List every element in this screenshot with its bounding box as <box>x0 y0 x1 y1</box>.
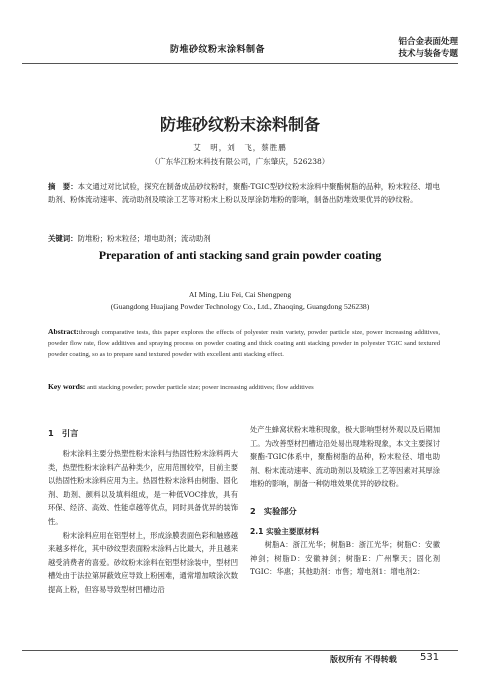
footer-divider <box>22 650 458 651</box>
keywords-en <box>48 382 440 391</box>
abstract-en <box>48 326 440 361</box>
en-keywords-label: Key words: <box>48 382 86 391</box>
en-abstract-text: through comparative tests, this paper explores the effects of polyester resin variety, powder particle size, power increasing additives, powder flow rate, flow additives and spraying process on powder coating and thick coating anti stacking powder in polyester TGIC sand textured powder coating, so as to prepare sand textured powder with excellent anti stacking effect. <box>48 329 440 359</box>
copyright-notice: 版权所有 不得转载 <box>330 655 397 664</box>
section-2-heading: 2 实验部分 <box>250 505 297 516</box>
keywords-label: 关键词： <box>48 234 78 243</box>
english-title: Preparation of anti stacking sand grain powder coating <box>98 248 382 262</box>
left-column <box>48 447 238 597</box>
section-1-heading: 1 引言 <box>48 428 79 438</box>
paragraph: 粉末涂料应用在铝型材上，形成涂膜表面色彩和触感越来越多样化，其中砂纹型表面粉末涂料占比最大，并且越来越受消费者的喜爱。砂纹粉末涂料在铝型材涂装中，型材凹槽处由于法拉第屏蔽效应导致上粉困难，通常增加喷涂次数提高上粉，但容易导致型材凹槽边沿 <box>48 530 238 594</box>
english-affiliation: (Guangdong Huajiang Powder Technology Co., Ltd., Zhaoqing, Guangdong 526238) <box>110 302 370 311</box>
journal-line-2: 技术与装备专题 <box>398 49 458 59</box>
affiliation: （广东华江粉末科技有限公司，广东肇庆，526238） <box>150 157 330 166</box>
en-abstract-label: Abstract: <box>48 327 79 336</box>
abstract-text: 本文通过对比试验，探究在制备成品砂纹粉时，聚酯-TGIC型砂纹粉末涂料中聚酯树脂的品种，粉末粒径、增电助剂、粉体流动速率、流动助剂及喷涂工艺等对粉末上粉以及厚涂防堆粉的影响，制备出防堆效果优异的砂纹粉。 <box>48 182 440 204</box>
abstract-label: 摘 要： <box>48 182 78 191</box>
keywords-text: 防堆粉；粉末粒径；增电助剂；流动助剂 <box>77 234 211 243</box>
paragraph: 处产生蜂窝状粉末堆积现象，极大影响型材外观以及后期加工。为改善型材凹槽边沿处易出现堆粉现象，本文主要探讨聚酯-TGIC体系中，聚酯树脂的品种，粉末粒径、增电助剂、粉末流动速率、流动助剂以及喷涂工艺等因素对其厚涂堆粉的影响，制备一种防堆效果优异的砂纹粉。 <box>250 425 440 489</box>
right-column <box>250 423 440 579</box>
page-number: 531 <box>420 652 440 663</box>
en-keywords-text: anti stacking powder; powder particle size; power increasing additives; flow additives <box>87 384 314 391</box>
keywords-cn <box>48 233 440 244</box>
running-title: 防堆砂纹粉末涂料制备 <box>170 45 266 55</box>
paragraph: 树脂A：浙江光华；树脂B：浙江光华；树脂C：安徽神剑；树脂D：安徽神剑；树脂E：广州擎天；固化剂TGIC：华惠；其他助剂：市售；增电剂1：增电剂2： <box>250 540 440 577</box>
journal-name <box>398 36 458 60</box>
authors: 艾 明，刘 飞，蔡胜鹏 <box>193 143 287 152</box>
abstract-cn <box>48 180 440 206</box>
english-authors: AI Ming, Liu Fei, Cai Shengpeng <box>188 290 292 299</box>
journal-line-1: 铝合金表面处理 <box>398 37 458 47</box>
header-divider <box>22 63 458 64</box>
paragraph: 粉末涂料主要分热塑性粉末涂料与热固性粉末涂料两大类，热塑性粉末涂料产品种类少，应用范围较窄，目前主要以热固性粉末涂料应用为主。热固性粉末涂料由树脂、固化剂、助剂、颜料以及填料组成，是一种低VOC排放，具有环保、经济、高效、性能卓越等优点，同时具备优异的装饰性。 <box>48 449 238 526</box>
article-title: 防堆砂纹粉末涂料制备 <box>159 115 320 134</box>
section-2-1-heading: 2.1 实验主要原材料 <box>250 526 320 536</box>
